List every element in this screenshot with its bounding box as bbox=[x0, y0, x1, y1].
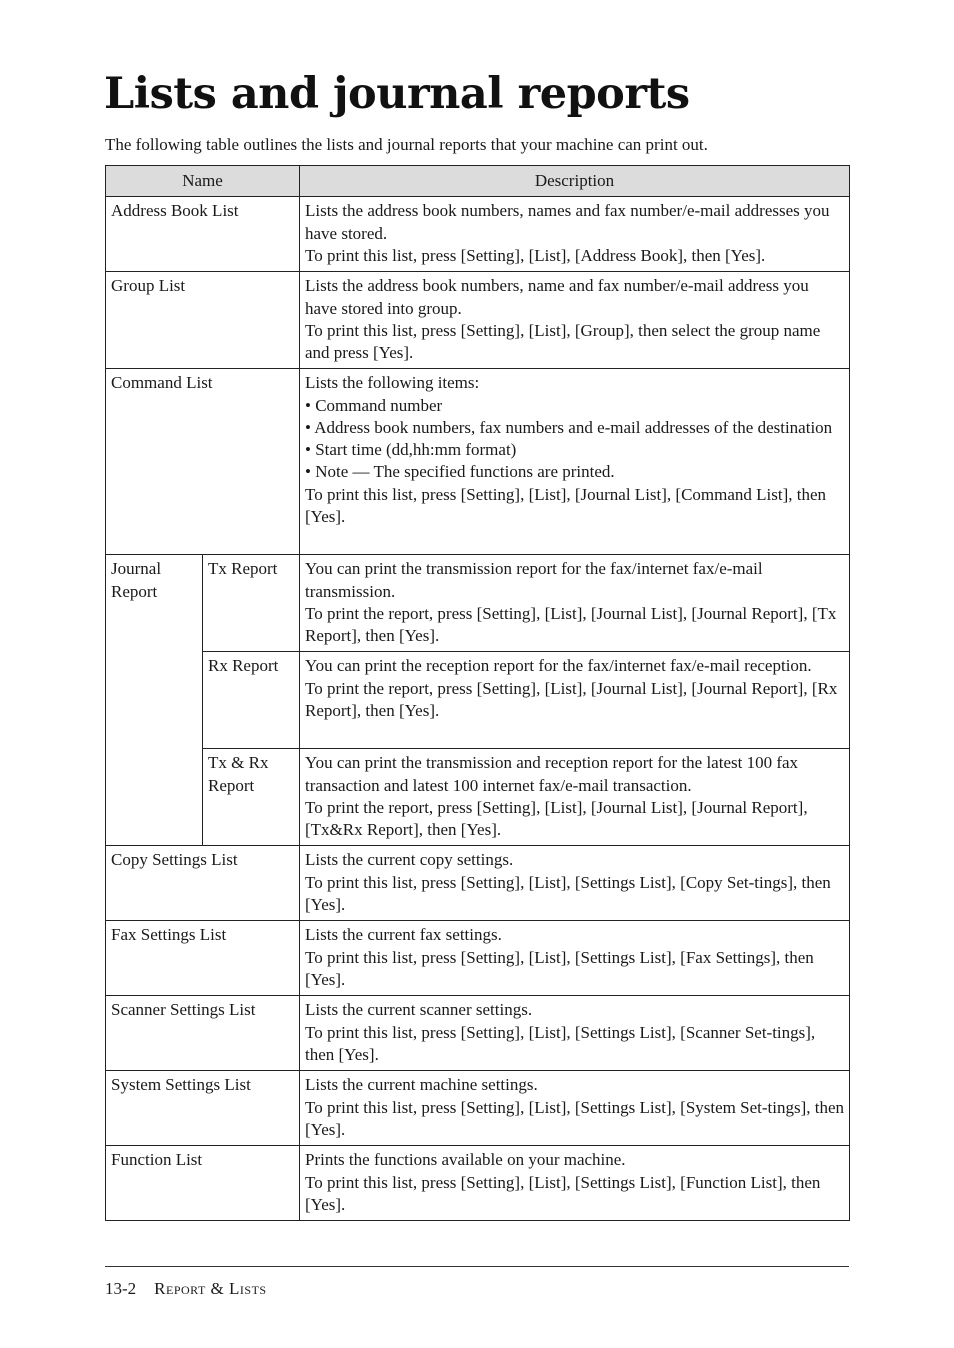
footer-divider bbox=[105, 1266, 849, 1267]
row-name: Group List bbox=[106, 272, 300, 369]
row-name: Scanner Settings List bbox=[106, 996, 300, 1071]
description-line: To print this list, press [Setting], [List], [Address Book], then [Yes]. bbox=[305, 245, 766, 265]
row-name: Command List bbox=[106, 369, 300, 555]
row-description bbox=[300, 1146, 850, 1221]
description-line: To print this list, press [Setting], [List], [Settings List], [System Set-tings], then [Yes]. bbox=[305, 1097, 845, 1139]
description-line: To print this list, press [Setting], [List], [Settings List], [Scanner Set-tings], then [Yes]. bbox=[305, 1022, 816, 1064]
row-description bbox=[300, 846, 850, 921]
description-line: To print this list, press [Setting], [List], [Journal List], [Command List], then [Yes]. bbox=[305, 484, 827, 527]
description-line: To print the report, press [Setting], [List], [Journal List], [Journal Report], [Rx Report], then [Yes]. bbox=[305, 678, 838, 720]
header-name: Name bbox=[106, 166, 300, 197]
table-row bbox=[106, 1146, 850, 1221]
row-description bbox=[300, 996, 850, 1071]
description-line: Lists the current fax settings. bbox=[305, 925, 502, 945]
description-line: Lists the current machine settings. bbox=[305, 1075, 538, 1095]
description-line: Lists the current scanner settings. bbox=[305, 1000, 533, 1020]
row-subname: Tx & Rx Report bbox=[203, 749, 300, 846]
description-line: To print this list, press [Setting], [List], [Settings List], [Fax Settings], then [Yes]. bbox=[305, 947, 814, 989]
table-header-row bbox=[106, 166, 850, 197]
description-line: To print this list, press [Setting], [List], [Group], then select the group name and press [Yes]. bbox=[305, 320, 821, 363]
description-line: Lists the address book numbers, names and fax number/e-mail addresses you have stored. bbox=[305, 201, 830, 243]
page-title: Lists and journal reports bbox=[104, 69, 690, 119]
row-name: Function List bbox=[106, 1146, 300, 1221]
description-line: Lists the address book numbers, name and fax number/e-mail address you have stored into group. bbox=[305, 276, 809, 318]
table-row bbox=[106, 197, 850, 272]
row-name: Fax Settings List bbox=[106, 921, 300, 996]
page-footer bbox=[105, 1278, 267, 1300]
bullet-item: • Address book numbers, fax numbers and e-mail addresses of the destination bbox=[305, 417, 833, 437]
bullet-item: • Command number bbox=[305, 395, 443, 415]
row-description bbox=[300, 272, 850, 369]
intro-text: The following table outlines the lists and journal reports that your machine can print out. bbox=[105, 135, 708, 154]
row-name: Address Book List bbox=[106, 197, 300, 272]
description-line: Lists the following items: bbox=[305, 373, 480, 393]
description-line: Lists the current copy settings. bbox=[305, 850, 514, 870]
table-row bbox=[106, 272, 850, 369]
description-line: To print this list, press [Setting], [List], [Settings List], [Function List], then [Yes]. bbox=[305, 1172, 821, 1214]
row-name: System Settings List bbox=[106, 1071, 300, 1146]
description-line: To print the report, press [Setting], [List], [Journal List], [Journal Report], [Tx&Rx Report], then [Yes]. bbox=[305, 797, 808, 840]
bullet-item: • Start time (dd,hh:mm format) bbox=[305, 440, 517, 460]
row-description bbox=[300, 921, 850, 996]
row-description bbox=[300, 197, 850, 272]
description-line: Prints the functions available on your machine. bbox=[305, 1150, 626, 1170]
row-subname: Tx Report bbox=[203, 555, 300, 652]
page-number: 13-2 bbox=[105, 1279, 137, 1298]
row-subname: Rx Report bbox=[203, 652, 300, 749]
reports-table bbox=[105, 165, 850, 1221]
row-name: Copy Settings List bbox=[106, 846, 300, 921]
table-row bbox=[106, 652, 850, 749]
description-line: You can print the transmission report for the fax/internet fax/e-mail transmission. bbox=[305, 559, 763, 601]
description-line: You can print the reception report for the fax/internet fax/e-mail reception. bbox=[305, 656, 812, 676]
row-description bbox=[300, 369, 850, 555]
description-line: To print the report, press [Setting], [List], [Journal List], [Journal Report], [Tx Report], then [Yes]. bbox=[305, 603, 837, 646]
table-row bbox=[106, 749, 850, 846]
description-line: To print this list, press [Setting], [List], [Settings List], [Copy Set-tings], then [Yes]. bbox=[305, 872, 831, 914]
row-description bbox=[300, 555, 850, 652]
table-row bbox=[106, 921, 850, 996]
row-description bbox=[300, 749, 850, 846]
table-row bbox=[106, 1071, 850, 1146]
description-line: You can print the transmission and reception report for the latest 100 fax transaction and latest 100 internet fax/e-mail transaction. bbox=[305, 753, 799, 795]
section-name: Report & Lists bbox=[154, 1279, 267, 1298]
table-row bbox=[106, 996, 850, 1071]
table-row bbox=[106, 369, 850, 555]
header-description: Description bbox=[300, 166, 850, 197]
bullet-item: • Note — The specified functions are printed. bbox=[305, 462, 615, 482]
row-description bbox=[300, 652, 850, 749]
journal-group-name: Journal Report bbox=[106, 555, 203, 846]
row-description bbox=[300, 1071, 850, 1146]
table-row bbox=[106, 846, 850, 921]
table-row bbox=[106, 555, 850, 652]
